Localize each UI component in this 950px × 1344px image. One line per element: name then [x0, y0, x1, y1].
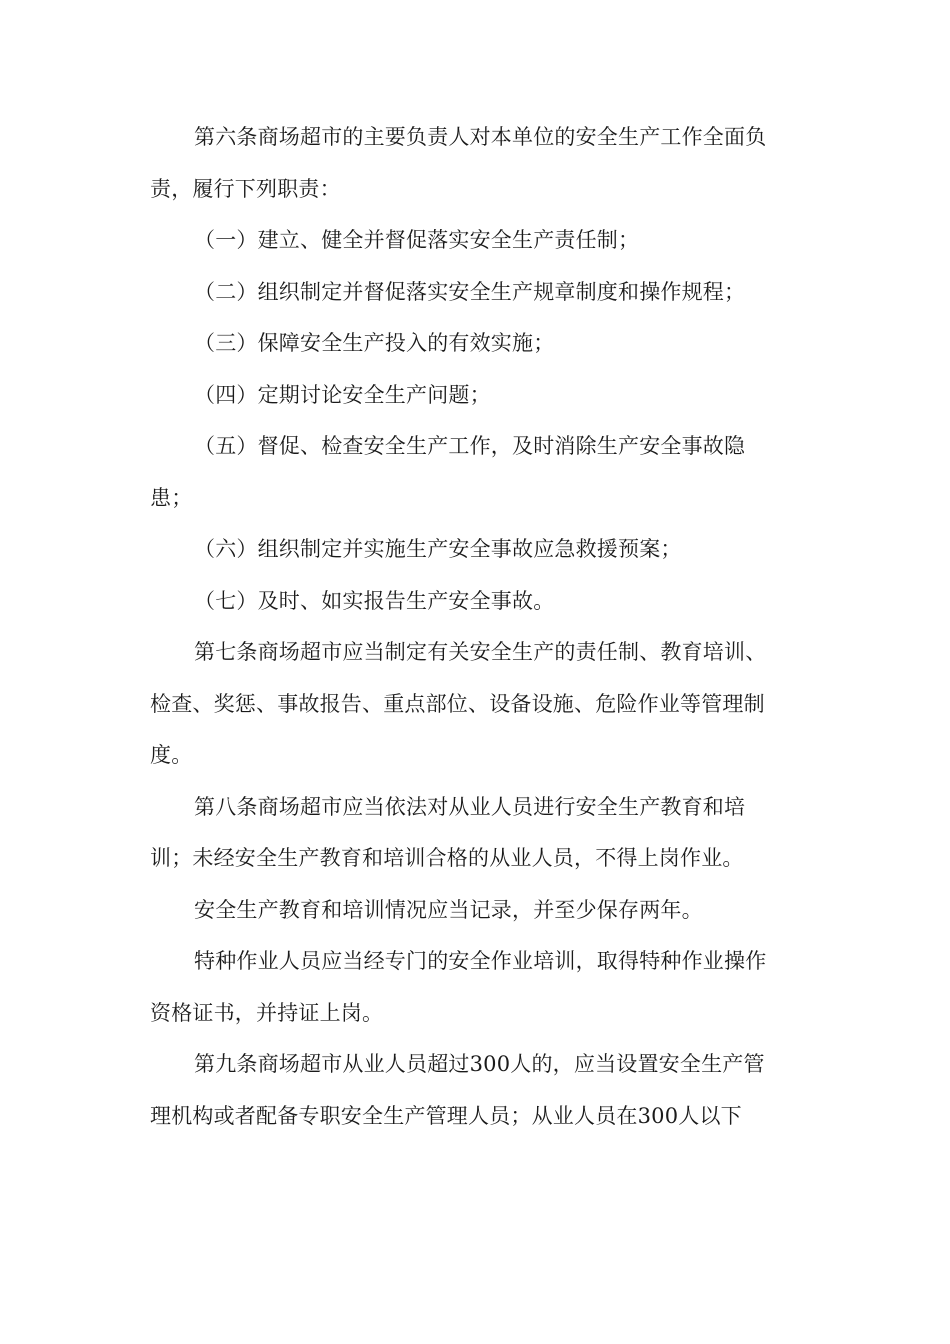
- paragraph-duty-3: [150, 318, 800, 370]
- text-line: 第八条商场超市应当依法对从业人员进行安全生产教育和培: [194, 794, 746, 819]
- text-line: 第七条商场超市应当制定有关安全生产的责任制、教育培训、: [194, 640, 767, 664]
- text-line: 第九条商场超市从业人员超过300人的，应当设置安全生产管: [194, 1052, 765, 1076]
- paragraph-article-7: [150, 627, 800, 782]
- text-line: （一）建立、健全并督促落实安全生产责任制；: [194, 228, 640, 252]
- text-line: （二）组织制定并督促落实安全生产规章制度和操作规程；: [194, 279, 746, 304]
- paragraph-article-6: [150, 112, 800, 215]
- text-line: 特种作业人员应当经专门的安全作业培训，取得特种作业操作: [194, 949, 767, 973]
- text-line: 训；未经安全生产教育和培训合格的从业人员，不得上岗作业。: [150, 846, 744, 870]
- paragraph-duty-6: [150, 524, 800, 576]
- paragraph-special-operators: [150, 936, 800, 1039]
- text-line: （五）督促、检查安全生产工作，及时消除生产安全事故隐: [194, 434, 746, 458]
- text-line: 检查、奖惩、事故报告、重点部位、设备设施、危险作业等管理制: [150, 691, 765, 716]
- paragraph-duty-7: [150, 576, 800, 628]
- paragraph-training-records: [150, 885, 800, 937]
- paragraph-duty-5: [150, 421, 800, 524]
- paragraph-article-8: [150, 782, 800, 885]
- text-line: 度。: [150, 743, 193, 767]
- text-line: （三）保障安全生产投入的有效实施；: [194, 331, 555, 355]
- text-line: （六）组织制定并实施生产安全事故应急救援预案；: [194, 537, 682, 561]
- paragraph-duty-4: [150, 370, 800, 422]
- document-body: [150, 112, 800, 1142]
- paragraph-article-9: [150, 1039, 800, 1142]
- text-line: 责，履行下列职责：: [150, 176, 341, 201]
- text-line: 资格证书，并持证上岗。: [150, 1000, 384, 1025]
- text-line: 患；: [150, 485, 193, 510]
- text-line: 理机构或者配备专职安全生产管理人员；从业人员在300人以下: [150, 1103, 742, 1128]
- text-line: （七）及时、如实报告生产安全事故。: [194, 588, 555, 613]
- paragraph-duty-1: [150, 215, 800, 267]
- text-line: 安全生产教育和培训情况应当记录，并至少保存两年。: [194, 897, 703, 922]
- text-line: 第六条商场超市的主要负责人对本单位的安全生产工作全面负: [194, 125, 767, 149]
- paragraph-duty-2: [150, 267, 800, 319]
- text-line: （四）定期讨论安全生产问题；: [194, 382, 491, 407]
